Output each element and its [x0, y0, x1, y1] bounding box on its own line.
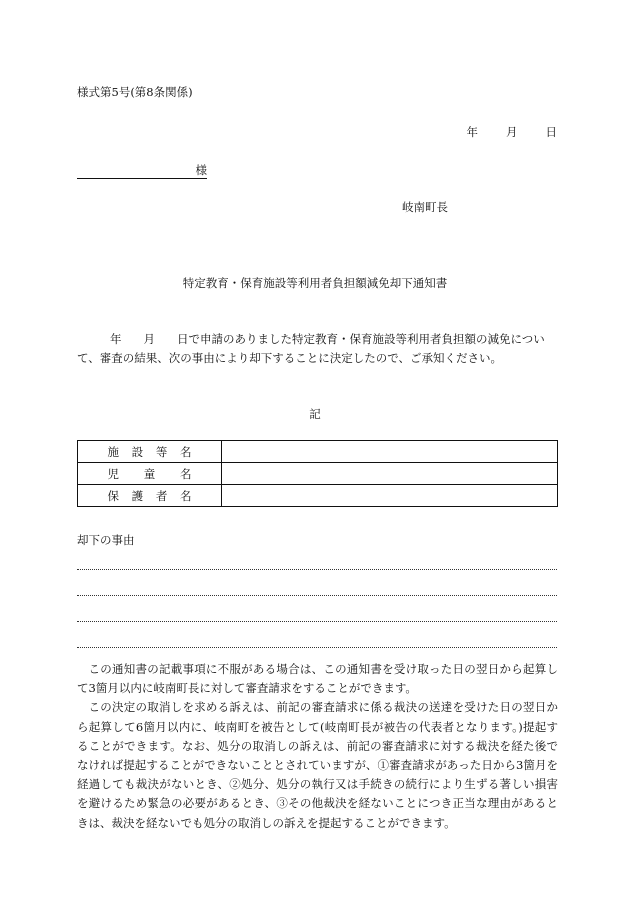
- body-text: 日で申請のありました特定教育・保育施設等利用者負担額の減免について、審査の結果、次の事由により却下することに決定したので、ご承知ください。: [77, 332, 545, 365]
- notice-paragraph-2: この決定の取消しを求める訴えは、前記の審査請求に係る裁決の送達を受けた日の翌日から起算して6箇月以内に、岐南町を被告として(岐南町長が被告の代表者となります。)提起することができます。なお、処分の取消しの訴えは、前記の審査請求に対する裁決を経た後でなければ提起することができないこととされていますが、①審査請求があった日から3箇月を経過しても裁決がないとき、②処分、処分の執行又は手続きの続行により生ずる著しい損害を避けるため緊急の必要があるとき、③その他裁決を経ないことにつき正当な理由があるときは、裁決を経ないでも処分の取消しの訴えを提起することができます。: [77, 700, 558, 830]
- date-month: 月: [506, 125, 518, 139]
- date-day: 日: [545, 125, 557, 139]
- label-chars: 児 童 名: [107, 466, 192, 481]
- date-year: 年: [466, 125, 478, 139]
- ki-heading: 記: [309, 407, 321, 421]
- date-line: [467, 124, 558, 140]
- recipient-suffix: 様: [195, 163, 207, 177]
- value-guardian-name[interactable]: [222, 485, 558, 507]
- label-guardian-name: [78, 485, 222, 507]
- table-row: [78, 485, 558, 507]
- body-month: 月: [143, 332, 155, 346]
- reason-line-1[interactable]: [77, 569, 557, 570]
- document-title: 特定教育・保育施設等利用者負担額減免却下通知書: [182, 276, 448, 290]
- table-row: [78, 463, 558, 485]
- label-chars: 保 護 者 名: [107, 488, 192, 503]
- form-number: 様式第5号(第8条関係): [77, 85, 193, 99]
- label-chars: 施 設 等 名: [107, 444, 192, 459]
- notice-paragraph-1: この通知書の記載事項に不服がある場合は、この通知書を受け取った日の翌日から起算して3箇月以内に岐南町長に対して審査請求をすることができます。: [77, 662, 558, 696]
- issuer: 岐南町長: [402, 200, 448, 214]
- value-child-name[interactable]: [222, 463, 558, 485]
- body-paragraph: [77, 330, 557, 368]
- reason-line-2[interactable]: [77, 595, 557, 596]
- table-row: [78, 441, 558, 463]
- label-facility-name: [78, 441, 222, 463]
- reason-label: 却下の事由: [77, 533, 135, 547]
- body-year: 年: [110, 332, 122, 346]
- recipient-line: [77, 162, 207, 179]
- value-facility-name[interactable]: [222, 441, 558, 463]
- reason-line-3[interactable]: [77, 621, 557, 622]
- label-child-name: [78, 463, 222, 485]
- reason-line-4[interactable]: [77, 647, 557, 648]
- info-table: [77, 440, 558, 507]
- appeal-notice: [77, 660, 558, 833]
